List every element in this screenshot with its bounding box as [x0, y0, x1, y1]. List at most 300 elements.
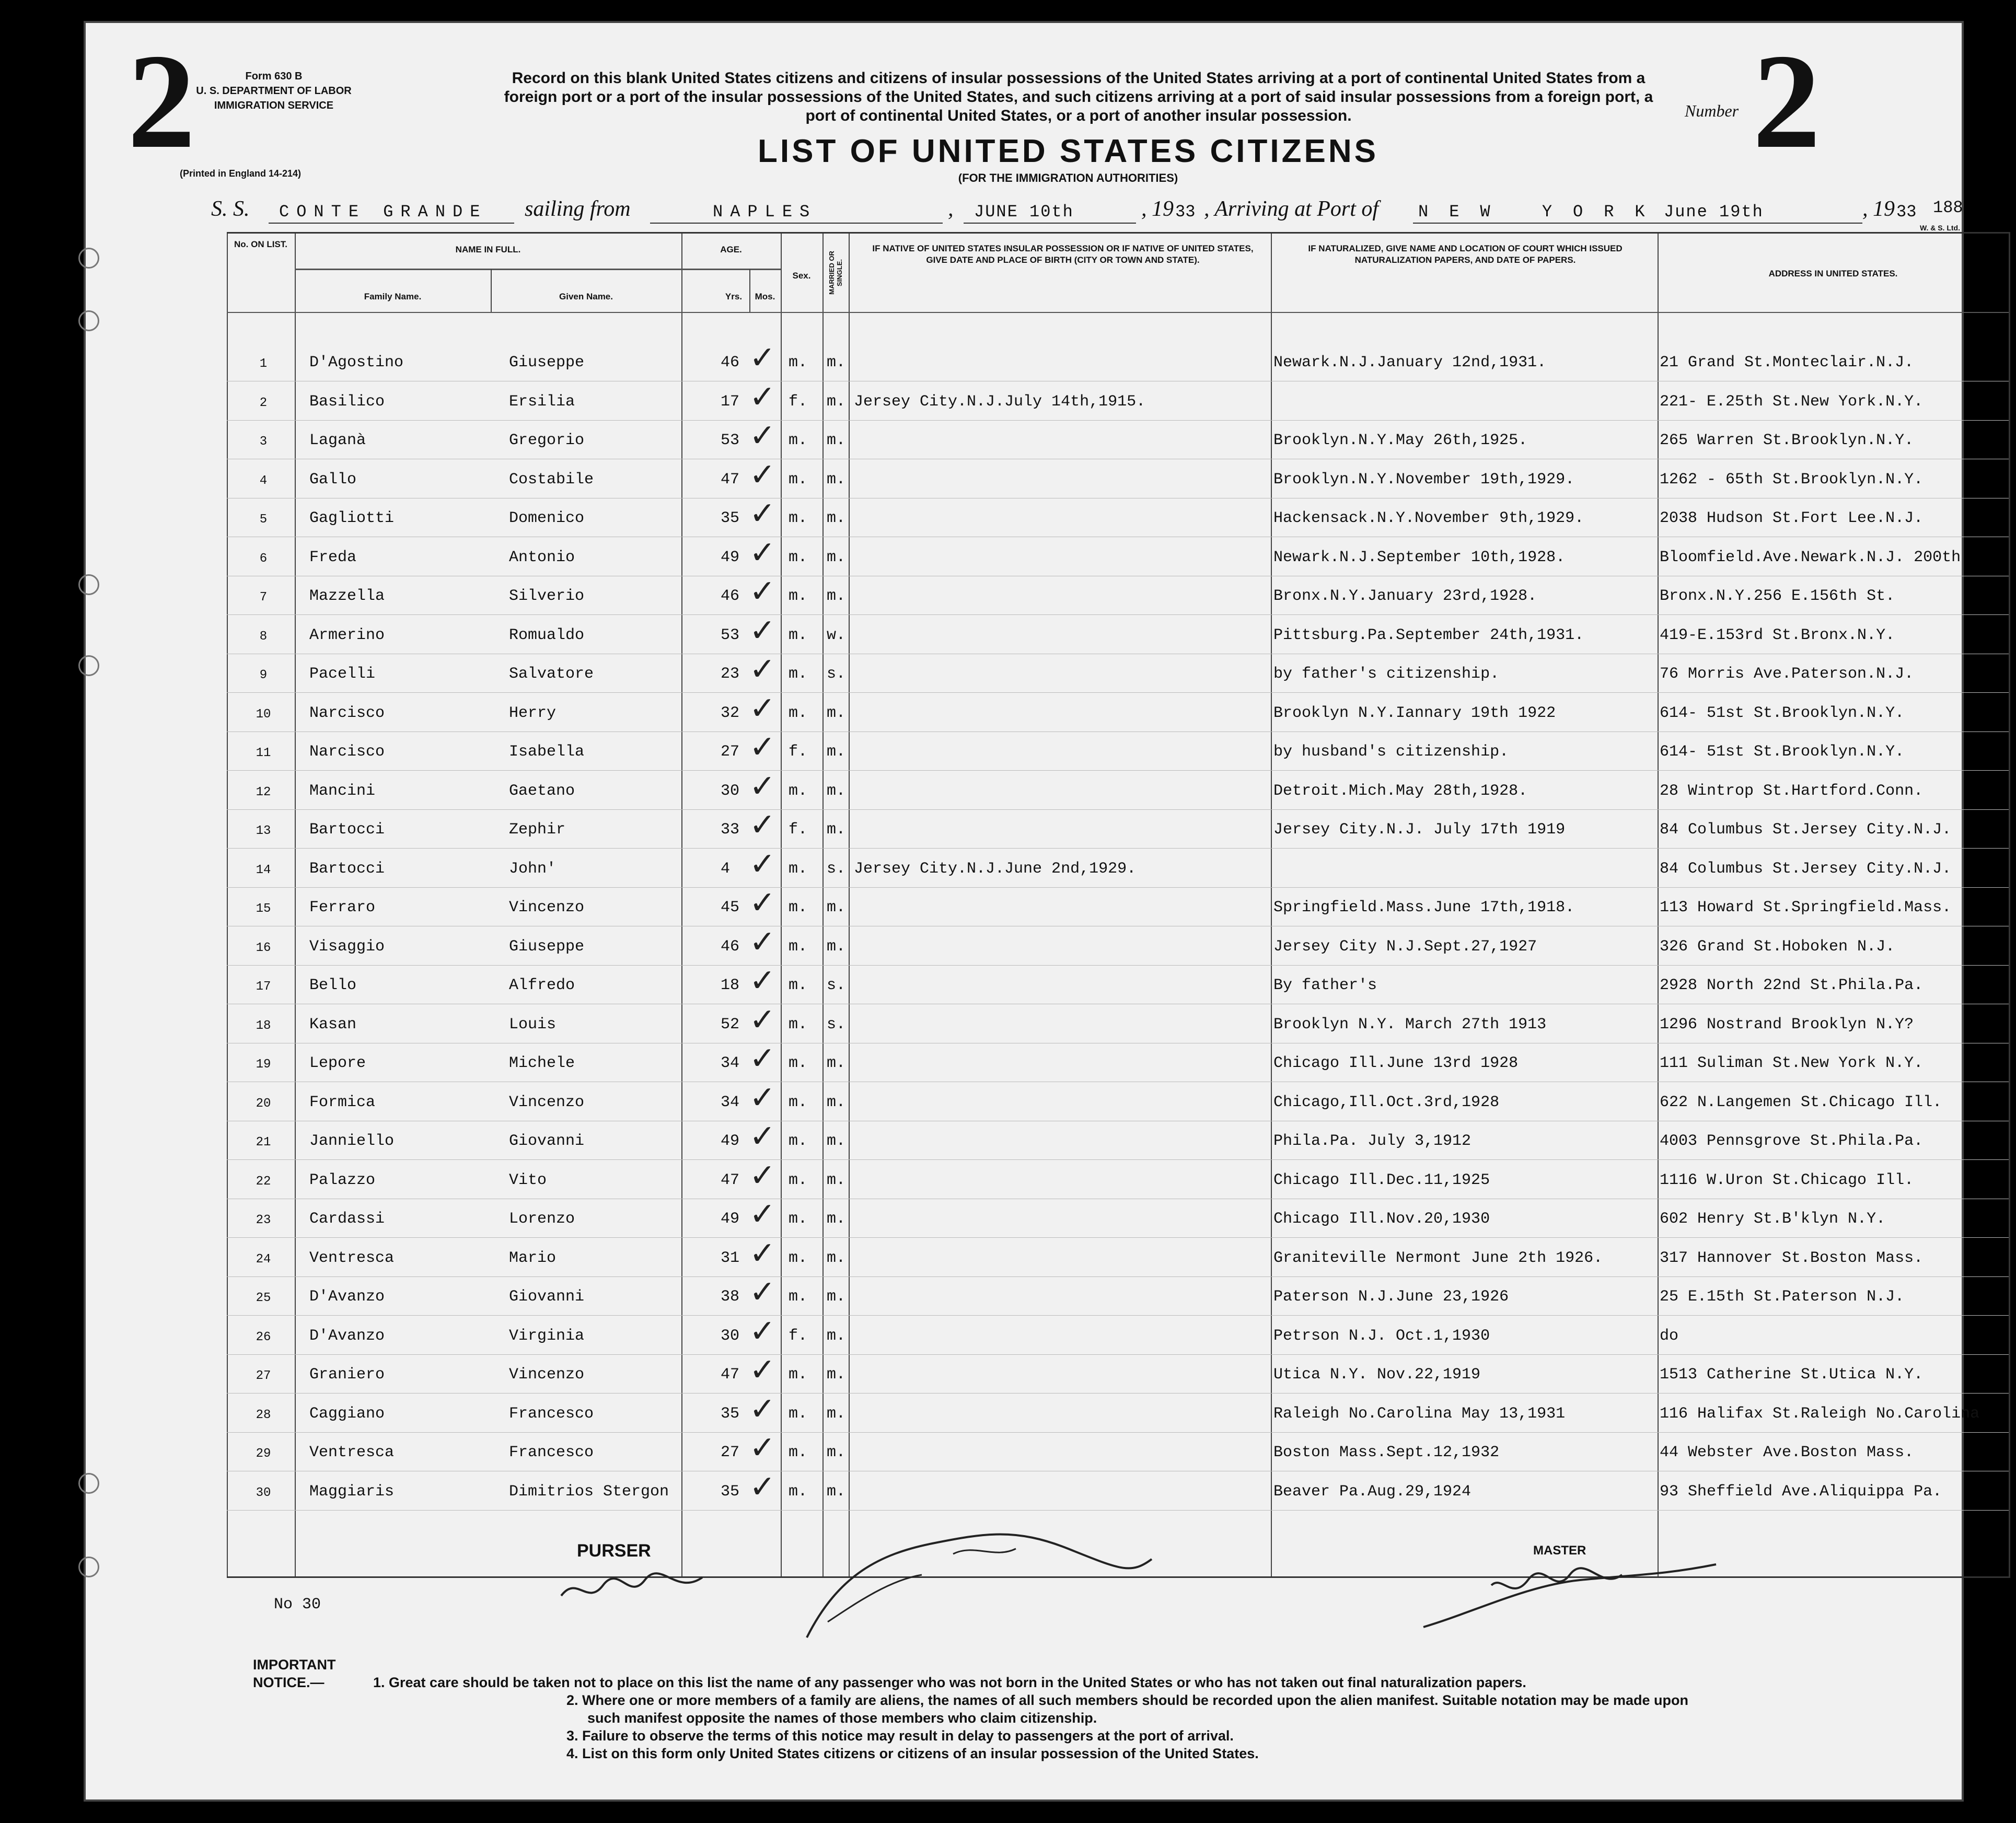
- page-ref: 188: [1933, 198, 1963, 217]
- cell-ms: m.: [827, 1054, 846, 1072]
- cell-address: 111 Suliman St.New York N.Y.: [1660, 1054, 1924, 1072]
- cell-address: 614- 51st St.Brooklyn.N.Y.: [1660, 743, 1905, 761]
- notice-item-1: 1. Great care should be taken not to place on this list the name of any passenger who was not born in the United States or who has not taken out final naturalization papers.: [373, 1675, 1526, 1690]
- cell-given: Costabile: [509, 470, 594, 489]
- cell-age: 32: [721, 704, 740, 722]
- cell-naturalized: Paterson N.J.June 23,1926: [1273, 1288, 1509, 1306]
- manifest-sheet: [84, 21, 1980, 1802]
- punch-hole: [78, 574, 99, 595]
- cell-sex: f.: [789, 743, 808, 761]
- cell-no: 17: [256, 980, 271, 994]
- cell-family: Formica: [309, 1093, 376, 1111]
- check-mark-icon: ✓: [749, 534, 776, 571]
- cell-ms: m.: [827, 1288, 846, 1306]
- form-info: [180, 69, 368, 113]
- cell-naturalized: Jersey City N.J.Sept.27,1927: [1273, 937, 1537, 956]
- cell-given: Giovanni: [509, 1288, 585, 1306]
- important-notice: [253, 1656, 1993, 1762]
- printed-in: (Printed in England 14-214): [180, 168, 302, 179]
- cell-no: 27: [256, 1369, 271, 1383]
- cell-given: Lorenzo: [509, 1210, 575, 1228]
- check-mark-icon: ✓: [749, 1313, 776, 1350]
- cell-ms: m.: [827, 1404, 846, 1423]
- cell-ms: w.: [827, 626, 846, 644]
- check-mark-icon: ✓: [749, 340, 776, 376]
- cell-sex: m.: [789, 1132, 808, 1150]
- cell-given: Virginia: [509, 1327, 585, 1345]
- cell-family: Visaggio: [309, 937, 385, 956]
- cell-address: 84 Columbus St.Jersey City.N.J.: [1660, 821, 1952, 839]
- cell-ms: m.: [827, 548, 846, 566]
- cell-age: 52: [721, 1015, 740, 1034]
- cell-sex: m.: [789, 1054, 808, 1072]
- cell-no: 3: [259, 435, 268, 449]
- page-number-right: 2: [1753, 26, 1821, 177]
- check-mark-icon: ✓: [749, 456, 776, 493]
- cell-sex: m.: [789, 977, 808, 994]
- cell-address: 326 Grand St.Hoboken N.J.: [1660, 937, 1895, 956]
- notice-item-2-cont: such manifest opposite the names of those members who claim citizenship.: [587, 1710, 1097, 1726]
- check-mark-icon: ✓: [749, 495, 776, 532]
- cell-no: 2: [259, 396, 268, 410]
- cell-naturalized: Raleigh No.Carolina May 13,1931: [1273, 1404, 1566, 1423]
- cell-sex: m.: [789, 1288, 808, 1306]
- cell-ms: m.: [827, 1366, 846, 1384]
- cell-sex: m.: [789, 665, 808, 683]
- cell-age: 18: [721, 977, 740, 994]
- cell-naturalized: Springfield.Mass.June 17th,1918.: [1273, 899, 1575, 916]
- cell-address: 4003 Pennsgrove St.Phila.Pa.: [1660, 1132, 1924, 1150]
- check-mark-icon: ✓: [749, 1352, 776, 1388]
- cell-given: Louis: [509, 1015, 557, 1034]
- cell-address: 113 Howard St.Springfield.Mass.: [1660, 899, 1952, 916]
- cell-given: Salvatore: [509, 665, 594, 683]
- cell-sex: m.: [789, 937, 808, 956]
- cell-ms: m.: [827, 743, 846, 761]
- cell-given: John': [509, 860, 557, 878]
- header-name-in-full: NAME IN FULL.: [455, 245, 521, 254]
- cell-age: 45: [721, 899, 740, 916]
- punch-hole: [78, 248, 99, 269]
- cell-no: 11: [256, 746, 271, 760]
- cell-sex: m.: [789, 1404, 808, 1423]
- cell-naturalized: Newark.N.J.January 12nd,1931.: [1273, 354, 1547, 371]
- port-to: NEW YORK: [1418, 202, 1666, 222]
- cell-no: 14: [256, 863, 271, 877]
- check-mark-icon: ✓: [749, 1430, 776, 1466]
- cell-family: Gagliotti: [309, 509, 395, 527]
- cell-given: Francesco: [509, 1444, 594, 1461]
- row-rule: [227, 965, 2009, 966]
- date-to: June 19th: [1664, 202, 1764, 222]
- cell-no: 10: [256, 707, 271, 722]
- cell-naturalized: Boston Mass.Sept.12,1932: [1273, 1444, 1500, 1461]
- cell-ms: s.: [827, 860, 846, 878]
- cell-family: Gallo: [309, 470, 357, 489]
- cell-given: Mario: [509, 1249, 557, 1267]
- cell-family: Graniero: [309, 1366, 385, 1384]
- cell-ms: m.: [827, 1249, 846, 1267]
- cell-age: 17: [721, 392, 740, 411]
- check-mark-icon: ✓: [749, 885, 776, 921]
- check-mark-icon: ✓: [749, 690, 776, 727]
- cell-address: 622 N.Langemen St.Chicago Ill.: [1660, 1093, 1942, 1111]
- row-rule: [227, 1276, 2009, 1277]
- cell-given: Ersilia: [509, 392, 575, 411]
- cell-family: Caggiano: [309, 1404, 385, 1423]
- header-age: AGE.: [720, 245, 742, 254]
- cell-family: Pacelli: [309, 665, 376, 683]
- cell-sex: m.: [789, 548, 808, 566]
- cell-no: 18: [256, 1018, 271, 1033]
- row-rule: [227, 420, 2009, 421]
- cell-sex: m.: [789, 470, 808, 489]
- cell-sex: m.: [789, 626, 808, 644]
- cell-address: 1296 Nostrand Brooklyn N.Y?: [1660, 1015, 1914, 1034]
- cell-ms: m.: [827, 354, 846, 371]
- punch-hole: [78, 1557, 99, 1577]
- cell-sex: m.: [789, 432, 808, 449]
- year-prefix-to: 19: [1873, 197, 1895, 221]
- check-mark-icon: ✓: [749, 1468, 776, 1505]
- cell-address: 76 Morris Ave.Paterson.N.J.: [1660, 665, 1914, 683]
- cell-family: Maggiaris: [309, 1482, 395, 1501]
- cell-naturalized: Newark.N.J.September 10th,1928.: [1273, 548, 1566, 566]
- check-mark-icon: ✓: [749, 378, 776, 415]
- cell-age: 46: [721, 937, 740, 956]
- cell-given: Romualdo: [509, 626, 585, 644]
- cell-family: D'Agostino: [309, 354, 404, 371]
- punch-hole: [78, 1473, 99, 1494]
- cell-address: 2928 North 22nd St.Phila.Pa.: [1660, 977, 1924, 994]
- cell-ms: s.: [827, 665, 846, 683]
- date-from: JUNE 10th: [974, 202, 1074, 222]
- cell-address: do: [1660, 1327, 1679, 1345]
- cell-address: 2038 Hudson St.Fort Lee.N.J.: [1660, 509, 1924, 527]
- cell-age: 35: [721, 509, 740, 527]
- cell-naturalized: Chicago Ill.June 13rd 1928: [1273, 1054, 1519, 1072]
- header-sex: Sex.: [792, 271, 811, 281]
- cell-naturalized: by father's citizenship.: [1273, 665, 1500, 683]
- number-label: Number: [1685, 101, 1739, 120]
- cell-age: 27: [721, 1444, 740, 1461]
- check-mark-icon: ✓: [749, 573, 776, 610]
- notice-lead: IMPORTANT NOTICE.—: [253, 1657, 336, 1690]
- cell-sex: m.: [789, 1093, 808, 1111]
- cell-family: D'Avanzo: [309, 1327, 385, 1345]
- cell-ms: m.: [827, 1482, 846, 1501]
- cell-age: 35: [721, 1404, 740, 1423]
- cell-age: 4: [721, 860, 731, 878]
- page-subtitle: (FOR THE IMMIGRATION AUTHORITIES): [958, 171, 1178, 184]
- cell-address: 419-E.153rd St.Bronx.N.Y.: [1660, 626, 1895, 644]
- cell-sex: m.: [789, 509, 808, 527]
- cell-ms: m.: [827, 1171, 846, 1189]
- cell-no: 1: [259, 357, 268, 371]
- check-mark-icon: ✓: [749, 1196, 776, 1233]
- cell-age: 38: [721, 1288, 740, 1306]
- cell-sex: m.: [789, 782, 808, 800]
- cell-given: Giovanni: [509, 1132, 585, 1150]
- cell-age: 33: [721, 821, 740, 839]
- header-mos: Mos.: [755, 292, 775, 301]
- check-mark-icon: ✓: [749, 729, 776, 765]
- cell-address: 28 Wintrop St.Hartford.Conn.: [1660, 782, 1924, 800]
- cell-naturalized: Brooklyn.N.Y.November 19th,1929.: [1273, 470, 1575, 489]
- check-mark-icon: ✓: [749, 962, 776, 999]
- cell-sex: m.: [789, 1210, 808, 1228]
- cell-naturalized: Jersey City.N.J. July 17th 1919: [1273, 821, 1566, 839]
- cell-ms: m.: [827, 1210, 846, 1228]
- cell-no: 16: [256, 940, 271, 955]
- punch-hole: [78, 310, 99, 331]
- header-given-name: Given Name.: [559, 292, 613, 301]
- cell-no: 13: [256, 824, 271, 838]
- cell-given: Vincenzo: [509, 1366, 585, 1384]
- cell-ms: m.: [827, 1327, 846, 1345]
- cell-ms: m.: [827, 821, 846, 839]
- cell-no: 21: [256, 1135, 271, 1149]
- cell-naturalized: Brooklyn N.Y. March 27th 1913: [1273, 1015, 1547, 1034]
- cell-family: Ventresca: [309, 1249, 395, 1267]
- cell-age: 23: [721, 665, 740, 683]
- row-rule: [227, 887, 2009, 888]
- cell-no: 30: [256, 1485, 271, 1500]
- check-mark-icon: ✓: [749, 845, 776, 883]
- row-rule: [227, 848, 2009, 849]
- row-rule: [227, 1315, 2009, 1316]
- cell-naturalized: Hackensack.N.Y.November 9th,1929.: [1273, 509, 1584, 527]
- row-rule: [227, 770, 2009, 771]
- check-mark-icon: ✓: [749, 1079, 776, 1116]
- cell-age: 34: [721, 1093, 740, 1111]
- cell-family: Armerino: [309, 626, 385, 644]
- page-number-left: 2: [128, 26, 195, 177]
- check-mark-icon: ✓: [749, 1157, 776, 1194]
- cell-address: 93 Sheffield Ave.Aliquippa Pa.: [1660, 1482, 1942, 1501]
- port-from: NAPLES: [713, 202, 817, 222]
- check-mark-icon: ✓: [749, 1235, 776, 1272]
- cell-naturalized: Bronx.N.Y.January 23rd,1928.: [1273, 587, 1537, 605]
- cell-sex: m.: [789, 587, 808, 605]
- cell-address: 1262 - 65th St.Brooklyn.N.Y.: [1660, 470, 1924, 489]
- cell-sex: m.: [789, 1249, 808, 1267]
- cell-naturalized: Graniteville Nermont June 2th 1926.: [1273, 1249, 1603, 1267]
- cell-no: 22: [256, 1174, 271, 1189]
- form-number: Form 630 B: [245, 71, 303, 82]
- sailing-line: S. S. CONTE GRANDE sailing from NAPLES , JUNE 10th , 19 33 , Arriving at Port of NEW YORK June 19th , 19 33 188 W. & S. Ltd.: [211, 197, 1963, 232]
- cell-given: Gregorio: [509, 432, 585, 449]
- cell-age: 30: [721, 782, 740, 800]
- header-married: MARRIED OR SINGLE.: [828, 251, 843, 295]
- cell-ms: m.: [827, 587, 846, 605]
- department: U. S. DEPARTMENT OF LABOR: [196, 85, 352, 97]
- row-rule: [227, 809, 2009, 810]
- row-rule: [227, 1510, 2009, 1511]
- cell-naturalized: Detroit.Mich.May 28th,1928.: [1273, 782, 1528, 800]
- cell-age: 47: [721, 470, 740, 489]
- row-rule: [227, 1159, 2009, 1160]
- cell-given: Giuseppe: [509, 937, 585, 956]
- cell-family: Laganà: [309, 432, 366, 449]
- check-mark-icon: ✓: [749, 807, 776, 843]
- cell-age: 31: [721, 1249, 740, 1267]
- cell-sex: f.: [789, 1327, 808, 1345]
- cell-no: 26: [256, 1330, 271, 1344]
- arriving-label: , Arriving at Port of: [1204, 197, 1379, 221]
- year-from: 33: [1175, 202, 1196, 222]
- cell-age: 30: [721, 1327, 740, 1345]
- cell-given: Dimitrios Stergon: [509, 1482, 669, 1501]
- cell-ms: s.: [827, 1015, 846, 1034]
- cell-no: 9: [259, 668, 268, 682]
- cell-given: Antonio: [509, 548, 575, 566]
- cell-address: 602 Henry St.B'klyn N.Y.: [1660, 1210, 1886, 1228]
- year-prefix-from: 19: [1152, 197, 1174, 221]
- cell-given: Silverio: [509, 587, 585, 605]
- row-rule: [227, 692, 2009, 693]
- cell-family: Palazzo: [309, 1171, 376, 1189]
- cell-address: 44 Webster Ave.Boston Mass.: [1660, 1444, 1914, 1461]
- ss-label: S. S.: [211, 197, 250, 221]
- cell-naturalized: Chicago Ill.Nov.20,1930: [1273, 1210, 1490, 1228]
- cell-given: Francesco: [509, 1404, 594, 1423]
- cell-sex: m.: [789, 860, 808, 878]
- check-mark-icon: ✓: [749, 1040, 776, 1077]
- cell-naturalized: by husband's citizenship.: [1273, 743, 1509, 761]
- cell-no: 24: [256, 1252, 271, 1267]
- row-rule: [227, 614, 2009, 615]
- cell-naturalized: Brooklyn N.Y.Iannary 19th 1922: [1273, 704, 1556, 722]
- cell-ms: m.: [827, 392, 846, 411]
- cell-naturalized: Chicago,Ill.Oct.3rd,1928: [1273, 1093, 1500, 1111]
- cell-naturalized: Pittsburg.Pa.September 24th,1931.: [1273, 626, 1584, 644]
- check-mark-icon: ✓: [749, 768, 776, 805]
- cell-given: Vincenzo: [509, 1093, 585, 1111]
- cell-age: 47: [721, 1366, 740, 1384]
- cell-family: Basilico: [309, 392, 385, 411]
- master-signature: [1413, 1554, 1727, 1643]
- purser-label: PURSER: [577, 1541, 651, 1561]
- cell-sex: f.: [789, 821, 808, 839]
- cell-given: Isabella: [509, 743, 585, 761]
- cell-no: 8: [259, 629, 268, 644]
- cell-ms: m.: [827, 509, 846, 527]
- header-naturalized: IF NATURALIZED, GIVE NAME AND LOCATION OF COURT WHICH ISSUED NATURALIZATION PAPERS, AND DATE OF PAPERS.: [1308, 243, 1623, 265]
- cell-given: Giuseppe: [509, 354, 585, 371]
- cell-address: 265 Warren St.Brooklyn.N.Y.: [1660, 432, 1914, 449]
- cell-sex: m.: [789, 354, 808, 371]
- cell-no: 4: [259, 473, 268, 488]
- cell-sex: m.: [789, 1366, 808, 1384]
- check-mark-icon: ✓: [749, 1001, 776, 1038]
- check-mark-icon: ✓: [749, 651, 776, 688]
- cell-family: Cardassi: [309, 1210, 385, 1228]
- check-mark-icon: ✓: [749, 1274, 776, 1310]
- cell-sex: m.: [789, 1171, 808, 1189]
- intro-text: Record on this blank United States citizens and citizens of insular possessions of the United States arriving at a port of continental United States from a foreign port or a port of the insular possessions of the United States, and such citizens arriving at a port of said insular possessions from a foreign port, a port of continental United States, or a port of another insular possession.: [504, 69, 1653, 124]
- cell-no: 25: [256, 1291, 271, 1305]
- cell-no: 29: [256, 1447, 271, 1461]
- cell-no: 12: [256, 785, 271, 799]
- cell-given: Vincenzo: [509, 899, 585, 916]
- cell-age: 47: [721, 1171, 740, 1189]
- notice-item-3: 3. Failure to observe the terms of this notice may result in delay to passengers at the port of arrival.: [566, 1728, 1234, 1744]
- cell-naturalized: Phila.Pa. July 3,1912: [1273, 1132, 1472, 1150]
- row-rule: [227, 1432, 2009, 1433]
- cell-age: 27: [721, 743, 740, 761]
- cell-no: 19: [256, 1058, 271, 1072]
- row-rule: [227, 731, 2009, 732]
- cell-address: 317 Hannover St.Boston Mass.: [1660, 1249, 1924, 1267]
- cell-ms: m.: [827, 704, 846, 722]
- cell-birth: Jersey City.N.J.June 2nd,1929.: [854, 860, 1137, 878]
- cell-address: 116 Halifax St.Raleigh No.Carolina: [1660, 1404, 1980, 1423]
- cell-no: 23: [256, 1213, 271, 1227]
- cell-given: Alfredo: [509, 977, 575, 994]
- cell-birth: Jersey City.N.J.July 14th,1915.: [854, 392, 1146, 411]
- cell-sex: m.: [789, 1015, 808, 1034]
- cell-family: Janniello: [309, 1132, 395, 1150]
- cell-age: 49: [721, 1132, 740, 1150]
- header-native: IF NATIVE OF UNITED STATES INSULAR POSSESSION OR IF NATIVE OF UNITED STATES, GIVE DATE AND PLACE OF BIRTH (CITY OR TOWN AND STATE).: [872, 243, 1254, 265]
- cell-given: Vito: [509, 1171, 547, 1189]
- row-rule: [227, 1354, 2009, 1355]
- cell-address: 614- 51st St.Brooklyn.N.Y.: [1660, 704, 1905, 722]
- cell-age: 35: [721, 1482, 740, 1501]
- cell-address: 21 Grand St.Monteclair.N.J.: [1660, 354, 1914, 371]
- cell-family: Kasan: [309, 1015, 357, 1034]
- header-yrs: Yrs.: [725, 292, 743, 301]
- cell-no: 7: [259, 590, 268, 605]
- check-mark-icon: ✓: [749, 612, 776, 649]
- cell-age: 34: [721, 1054, 740, 1072]
- cell-given: Herry: [509, 704, 557, 722]
- cell-no: 5: [259, 513, 268, 527]
- cell-ms: m.: [827, 470, 846, 489]
- cell-age: 49: [721, 1210, 740, 1228]
- cell-ms: m.: [827, 937, 846, 956]
- cell-no: 28: [256, 1408, 271, 1422]
- check-mark-icon: ✓: [749, 1118, 776, 1155]
- header-address: ADDRESS IN UNITED STATES.: [1768, 269, 1898, 278]
- master-label: MASTER: [1533, 1543, 1586, 1558]
- printer-mark: W. & S. Ltd.: [1920, 224, 1960, 232]
- check-mark-icon: ✓: [749, 1390, 776, 1427]
- cell-ms: s.: [827, 977, 846, 994]
- notice-item-2: 2. Where one or more members of a family are aliens, the names of all such members should be recorded upon the alien manifest. Suitable notation may be made upon: [566, 1692, 1689, 1708]
- check-mark-icon: ✓: [749, 417, 776, 454]
- cell-family: Mancini: [309, 782, 376, 800]
- cell-family: Bartocci: [309, 860, 385, 878]
- header-no: No. ON LIST.: [234, 239, 287, 249]
- cell-family: Mazzella: [309, 587, 385, 605]
- purser-signature: [556, 1564, 713, 1611]
- cell-family: Narcisco: [309, 704, 385, 722]
- cell-family: Bartocci: [309, 821, 385, 839]
- cell-ms: m.: [827, 782, 846, 800]
- punch-hole: [78, 655, 99, 676]
- check-mark-icon: ✓: [749, 923, 776, 960]
- cell-given: Zephir: [509, 821, 566, 839]
- cell-naturalized: Brooklyn.N.Y.May 26th,1925.: [1273, 432, 1528, 449]
- cell-age: 53: [721, 432, 740, 449]
- notice-item-4: 4. List on this form only United States citizens or citizens of an insular possession of the United States.: [566, 1746, 1259, 1761]
- cell-ms: m.: [827, 899, 846, 916]
- cell-naturalized: Beaver Pa.Aug.29,1924: [1273, 1482, 1472, 1501]
- cell-address: 1513 Catherine St.Utica N.Y.: [1660, 1366, 1924, 1384]
- cell-no: 20: [256, 1096, 271, 1111]
